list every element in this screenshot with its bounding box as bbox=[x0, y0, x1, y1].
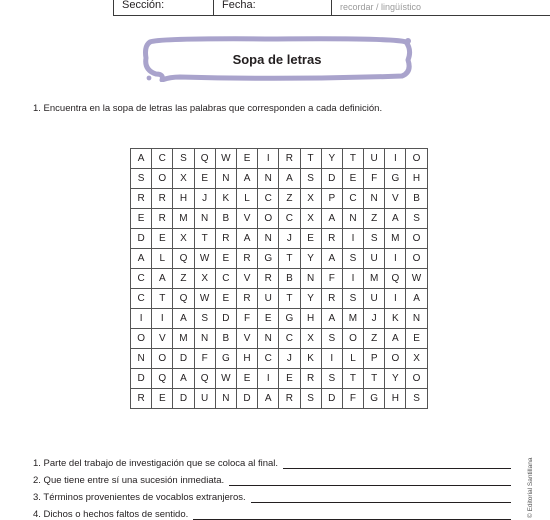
grid-cell[interactable]: C bbox=[258, 189, 279, 209]
grid-cell[interactable]: C bbox=[131, 289, 152, 309]
grid-cell[interactable]: T bbox=[342, 369, 363, 389]
grid-cell[interactable]: O bbox=[406, 229, 427, 249]
side-credit: © Editorial Santillana bbox=[527, 457, 534, 518]
grid-cell[interactable]: T bbox=[279, 249, 300, 269]
grid-cell[interactable]: V bbox=[236, 209, 257, 229]
grid-cell[interactable]: N bbox=[258, 329, 279, 349]
grid-cell[interactable]: N bbox=[406, 309, 427, 329]
grid-cell[interactable]: V bbox=[152, 329, 173, 349]
grid-cell[interactable]: C bbox=[131, 269, 152, 289]
grid-cell[interactable]: B bbox=[406, 189, 427, 209]
grid-cell[interactable]: O bbox=[342, 329, 363, 349]
definition-text: 4. Dichos o hechos faltos de sentido. bbox=[33, 509, 189, 520]
grid-cell[interactable]: E bbox=[279, 369, 300, 389]
grid-cell[interactable]: W bbox=[194, 289, 215, 309]
grid-cell[interactable]: X bbox=[173, 229, 194, 249]
instruction-text: 1. Encuentra en la sopa de letras las palabras que corresponden a cada definición. bbox=[33, 103, 383, 114]
grid-cell[interactable]: H bbox=[385, 389, 406, 409]
grid-cell[interactable]: L bbox=[236, 189, 257, 209]
grid-cell[interactable]: D bbox=[215, 309, 236, 329]
grid-cell[interactable]: I bbox=[258, 149, 279, 169]
grid-cell[interactable]: F bbox=[236, 309, 257, 329]
grid-cell[interactable]: X bbox=[300, 329, 321, 349]
grid-cell[interactable]: W bbox=[194, 249, 215, 269]
grid-cell[interactable]: D bbox=[236, 389, 257, 409]
fecha-label: Fecha: bbox=[214, 0, 332, 15]
grid-cell[interactable]: F bbox=[321, 269, 342, 289]
grid-cell[interactable]: X bbox=[300, 189, 321, 209]
grid-row bbox=[131, 329, 428, 349]
grid-cell[interactable]: M bbox=[173, 209, 194, 229]
grid-cell[interactable]: U bbox=[364, 249, 385, 269]
answer-line[interactable] bbox=[193, 508, 511, 520]
grid-cell[interactable]: A bbox=[406, 289, 427, 309]
grid-cell[interactable]: A bbox=[131, 149, 152, 169]
grid-cell[interactable]: K bbox=[215, 189, 236, 209]
grid-cell[interactable]: H bbox=[173, 189, 194, 209]
grid-cell[interactable]: R bbox=[236, 249, 257, 269]
grid-cell[interactable]: J bbox=[279, 349, 300, 369]
grid-cell[interactable]: Y bbox=[385, 369, 406, 389]
grid-cell[interactable]: I bbox=[152, 309, 173, 329]
grid-cell[interactable]: O bbox=[258, 209, 279, 229]
grid-cell[interactable]: R bbox=[279, 149, 300, 169]
grid-cell[interactable]: E bbox=[215, 289, 236, 309]
grid-cell[interactable]: E bbox=[258, 309, 279, 329]
grid-cell[interactable]: H bbox=[236, 349, 257, 369]
grid-cell[interactable]: R bbox=[321, 289, 342, 309]
definition-text: 1. Parte del trabajo de investigación que se coloca al final. bbox=[33, 458, 279, 469]
grid-cell[interactable]: K bbox=[385, 309, 406, 329]
grid-cell[interactable]: N bbox=[131, 349, 152, 369]
grid-cell[interactable]: A bbox=[236, 169, 257, 189]
grid-cell[interactable]: J bbox=[364, 309, 385, 329]
grid-cell[interactable]: N bbox=[342, 209, 363, 229]
grid-cell[interactable]: S bbox=[406, 209, 427, 229]
grid-cell[interactable]: D bbox=[321, 169, 342, 189]
grid-cell[interactable]: T bbox=[300, 149, 321, 169]
grid-cell[interactable]: A bbox=[321, 309, 342, 329]
grid-row bbox=[131, 269, 428, 289]
grid-cell[interactable]: C bbox=[258, 349, 279, 369]
grid-cell[interactable]: E bbox=[152, 389, 173, 409]
grid-cell[interactable]: M bbox=[342, 309, 363, 329]
grid-cell[interactable]: E bbox=[194, 169, 215, 189]
grid-cell[interactable]: W bbox=[215, 369, 236, 389]
grid-cell[interactable]: D bbox=[173, 389, 194, 409]
grid-cell[interactable]: Y bbox=[300, 289, 321, 309]
grid-cell[interactable]: W bbox=[215, 149, 236, 169]
grid-cell[interactable]: G bbox=[385, 169, 406, 189]
grid-cell[interactable]: R bbox=[215, 229, 236, 249]
grid-cell[interactable]: S bbox=[194, 309, 215, 329]
grid-cell[interactable]: C bbox=[279, 209, 300, 229]
grid-row bbox=[131, 309, 428, 329]
grid-cell[interactable]: X bbox=[194, 269, 215, 289]
grid-cell[interactable]: T bbox=[364, 369, 385, 389]
grid-cell[interactable]: V bbox=[236, 329, 257, 349]
grid-cell[interactable]: U bbox=[364, 149, 385, 169]
grid-cell[interactable]: V bbox=[385, 189, 406, 209]
grid-row bbox=[131, 289, 428, 309]
grid-cell[interactable]: E bbox=[131, 209, 152, 229]
grid-cell[interactable]: I bbox=[385, 149, 406, 169]
grid-cell[interactable]: X bbox=[173, 169, 194, 189]
grid-cell[interactable]: C bbox=[152, 149, 173, 169]
grid-cell[interactable]: C bbox=[279, 329, 300, 349]
grid-cell[interactable]: I bbox=[131, 309, 152, 329]
skill-label: recordar / lingüístico bbox=[340, 2, 422, 12]
grid-cell[interactable]: A bbox=[385, 329, 406, 349]
grid-cell[interactable]: C bbox=[342, 189, 363, 209]
grid-cell[interactable]: X bbox=[300, 209, 321, 229]
grid-cell[interactable]: Q bbox=[385, 269, 406, 289]
grid-cell[interactable]: Y bbox=[321, 149, 342, 169]
grid-cell[interactable]: U bbox=[194, 389, 215, 409]
grid-cell[interactable]: Q bbox=[173, 249, 194, 269]
grid-cell[interactable]: R bbox=[131, 189, 152, 209]
grid-cell[interactable]: N bbox=[194, 329, 215, 349]
grid-cell[interactable]: S bbox=[300, 169, 321, 189]
grid-cell[interactable]: E bbox=[406, 329, 427, 349]
grid-cell[interactable]: J bbox=[194, 189, 215, 209]
grid-cell[interactable]: T bbox=[194, 229, 215, 249]
grid-cell[interactable]: E bbox=[215, 249, 236, 269]
grid-cell[interactable]: O bbox=[152, 169, 173, 189]
grid-cell[interactable]: O bbox=[406, 369, 427, 389]
grid-cell[interactable]: W bbox=[406, 269, 427, 289]
grid-row bbox=[131, 189, 428, 209]
answer-line[interactable] bbox=[229, 474, 511, 486]
grid-cell[interactable]: U bbox=[258, 289, 279, 309]
grid-row bbox=[131, 349, 428, 369]
word-search-grid bbox=[130, 148, 428, 409]
grid-cell[interactable]: G bbox=[364, 389, 385, 409]
grid-cell[interactable]: S bbox=[342, 249, 363, 269]
grid-row bbox=[131, 209, 428, 229]
grid-cell[interactable]: A bbox=[279, 169, 300, 189]
grid-cell[interactable]: D bbox=[173, 349, 194, 369]
grid-cell[interactable]: S bbox=[173, 149, 194, 169]
grid-cell[interactable]: I bbox=[342, 269, 363, 289]
grid-cell[interactable]: F bbox=[194, 349, 215, 369]
grid-cell[interactable]: H bbox=[300, 309, 321, 329]
grid-cell[interactable]: M bbox=[385, 229, 406, 249]
grid-cell[interactable]: S bbox=[300, 389, 321, 409]
grid-cell[interactable]: A bbox=[321, 209, 342, 229]
grid-row bbox=[131, 149, 428, 169]
grid-cell[interactable]: A bbox=[258, 389, 279, 409]
grid-cell[interactable]: A bbox=[236, 229, 257, 249]
grid-cell[interactable]: D bbox=[321, 389, 342, 409]
grid-cell[interactable]: G bbox=[258, 249, 279, 269]
grid-cell[interactable]: T bbox=[342, 149, 363, 169]
grid-row bbox=[131, 249, 428, 269]
grid-cell[interactable]: C bbox=[215, 269, 236, 289]
grid-cell[interactable]: F bbox=[364, 169, 385, 189]
definition-item bbox=[33, 452, 511, 469]
grid-cell[interactable]: B bbox=[279, 269, 300, 289]
grid-cell[interactable]: I bbox=[258, 369, 279, 389]
grid-cell[interactable]: L bbox=[152, 249, 173, 269]
grid-row bbox=[131, 369, 428, 389]
grid-cell[interactable]: N bbox=[258, 229, 279, 249]
grid-cell[interactable]: H bbox=[406, 169, 427, 189]
grid-cell[interactable]: I bbox=[385, 289, 406, 309]
grid-cell[interactable]: I bbox=[321, 349, 342, 369]
grid-cell[interactable]: G bbox=[215, 349, 236, 369]
grid-cell[interactable]: K bbox=[300, 349, 321, 369]
grid-cell[interactable]: O bbox=[385, 349, 406, 369]
grid-cell[interactable]: O bbox=[131, 329, 152, 349]
header-table bbox=[113, 0, 550, 16]
grid-cell[interactable]: V bbox=[236, 269, 257, 289]
grid-cell[interactable]: P bbox=[364, 349, 385, 369]
grid-cell[interactable]: N bbox=[364, 189, 385, 209]
grid-cell[interactable]: O bbox=[406, 249, 427, 269]
grid-cell[interactable]: X bbox=[406, 349, 427, 369]
grid-cell[interactable]: L bbox=[342, 349, 363, 369]
grid-cell[interactable]: Z bbox=[279, 189, 300, 209]
grid-cell[interactable]: M bbox=[364, 269, 385, 289]
grid-cell[interactable]: A bbox=[131, 249, 152, 269]
grid-cell[interactable]: O bbox=[152, 349, 173, 369]
grid-row bbox=[131, 389, 428, 409]
grid-cell[interactable]: R bbox=[152, 189, 173, 209]
answer-line[interactable] bbox=[283, 457, 511, 469]
grid-cell[interactable]: S bbox=[364, 229, 385, 249]
grid-cell[interactable]: D bbox=[131, 369, 152, 389]
grid-cell[interactable]: Q bbox=[152, 369, 173, 389]
grid-cell[interactable]: R bbox=[152, 209, 173, 229]
grid-cell[interactable]: A bbox=[385, 209, 406, 229]
grid-cell[interactable]: I bbox=[342, 229, 363, 249]
grid-cell[interactable]: S bbox=[131, 169, 152, 189]
grid-cell[interactable]: M bbox=[173, 329, 194, 349]
definition-item bbox=[33, 486, 511, 503]
seccion-label: Sección: bbox=[114, 0, 214, 15]
grid-row bbox=[131, 229, 428, 249]
definition-text: 2. Que tiene entre sí una sucesión inmediata. bbox=[33, 475, 225, 486]
grid-cell[interactable]: Q bbox=[194, 149, 215, 169]
grid-cell[interactable]: A bbox=[321, 249, 342, 269]
grid-cell[interactable]: O bbox=[406, 149, 427, 169]
definition-item bbox=[33, 503, 511, 520]
grid-cell[interactable]: T bbox=[279, 289, 300, 309]
grid-cell[interactable]: E bbox=[236, 369, 257, 389]
grid-cell[interactable]: N bbox=[300, 269, 321, 289]
definitions-list bbox=[33, 452, 511, 520]
grid-cell[interactable]: Y bbox=[300, 249, 321, 269]
definition-text: 3. Términos provenientes de vocablos extranjeros. bbox=[33, 492, 246, 503]
grid-cell[interactable]: N bbox=[258, 169, 279, 189]
grid-cell[interactable]: Z bbox=[364, 329, 385, 349]
grid-cell[interactable]: U bbox=[364, 289, 385, 309]
grid-cell[interactable]: B bbox=[215, 329, 236, 349]
grid-cell[interactable]: R bbox=[321, 229, 342, 249]
definition-item bbox=[33, 469, 511, 486]
grid-cell[interactable]: F bbox=[342, 389, 363, 409]
grid-cell[interactable]: R bbox=[258, 269, 279, 289]
grid-cell[interactable]: S bbox=[406, 389, 427, 409]
grid-row bbox=[131, 169, 428, 189]
grid-cell[interactable]: E bbox=[342, 169, 363, 189]
grid-cell[interactable]: B bbox=[215, 209, 236, 229]
grid-cell[interactable]: P bbox=[321, 189, 342, 209]
answer-line[interactable] bbox=[251, 491, 511, 503]
grid-cell[interactable]: R bbox=[279, 389, 300, 409]
grid-cell[interactable]: E bbox=[236, 149, 257, 169]
grid-cell[interactable]: N bbox=[194, 209, 215, 229]
grid-cell[interactable]: R bbox=[131, 389, 152, 409]
grid-cell[interactable]: S bbox=[321, 369, 342, 389]
grid-cell[interactable]: G bbox=[279, 309, 300, 329]
grid-cell[interactable]: Q bbox=[173, 289, 194, 309]
grid-cell[interactable]: Q bbox=[194, 369, 215, 389]
grid-cell[interactable]: A bbox=[173, 309, 194, 329]
grid-cell[interactable]: S bbox=[342, 289, 363, 309]
grid-cell[interactable]: E bbox=[300, 229, 321, 249]
grid-cell[interactable]: S bbox=[321, 329, 342, 349]
grid-cell[interactable]: E bbox=[152, 229, 173, 249]
grid-cell[interactable]: J bbox=[279, 229, 300, 249]
grid-cell[interactable]: A bbox=[152, 269, 173, 289]
grid-cell[interactable]: Z bbox=[173, 269, 194, 289]
grid-cell[interactable]: I bbox=[385, 249, 406, 269]
grid-cell[interactable]: T bbox=[152, 289, 173, 309]
grid-cell[interactable]: R bbox=[300, 369, 321, 389]
grid-cell[interactable]: R bbox=[236, 289, 257, 309]
grid-cell[interactable]: N bbox=[215, 169, 236, 189]
grid-cell[interactable]: Z bbox=[364, 209, 385, 229]
grid-cell[interactable]: N bbox=[215, 389, 236, 409]
grid-cell[interactable]: D bbox=[131, 229, 152, 249]
page-title: Sopa de letras bbox=[232, 52, 322, 67]
grid-cell[interactable]: A bbox=[173, 369, 194, 389]
